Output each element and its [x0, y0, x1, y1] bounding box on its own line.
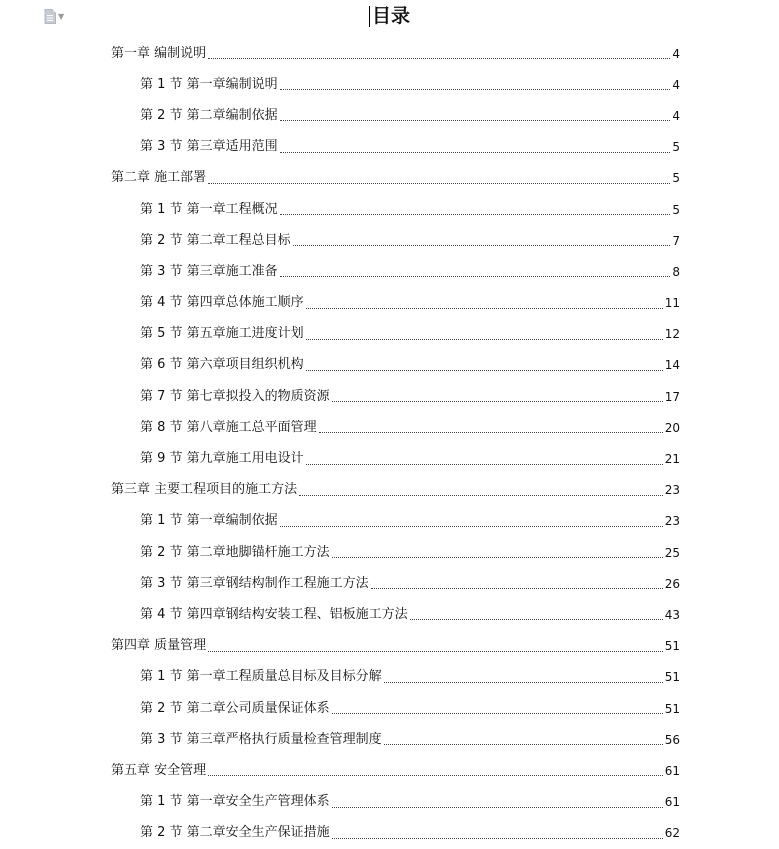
toc-entry-title: 第 1 节 第一章编制说明: [140, 76, 278, 92]
toc-dot-leader: [306, 308, 663, 309]
toc-section-entry[interactable]: [111, 724, 680, 755]
toc-section-entry[interactable]: [111, 443, 680, 474]
toc-chapter-entry[interactable]: [111, 163, 680, 194]
toc-page-number: 5: [672, 171, 680, 186]
toc-page-number: 12: [664, 327, 680, 342]
toc-dot-leader: [299, 495, 663, 496]
toc-page-number: 23: [664, 514, 680, 529]
toc-dot-leader: [332, 807, 663, 808]
toc-page-number: 56: [664, 732, 680, 747]
toc-entry-title: 第 2 节 第二章公司质量保证体系: [140, 700, 330, 716]
toc-section-entry[interactable]: [111, 693, 680, 724]
toc-section-entry[interactable]: [111, 100, 680, 131]
toc-section-entry[interactable]: [111, 225, 680, 256]
toc-page-number: 25: [664, 545, 680, 560]
toc-entry-title: 第 7 节 第七章拟投入的物质资源: [140, 388, 330, 404]
toc-dot-leader: [280, 89, 671, 90]
toc-page-number: 61: [664, 795, 680, 810]
toc-section-entry[interactable]: [111, 256, 680, 287]
toc-section-entry[interactable]: [111, 381, 680, 412]
toc-section-entry[interactable]: [111, 194, 680, 225]
toc-dot-leader: [293, 245, 671, 246]
toc-section-entry[interactable]: [111, 350, 680, 381]
text-cursor: [369, 6, 370, 27]
toc-entry-title: 第 5 节 第五章施工进度计划: [140, 326, 304, 342]
toc-section-entry[interactable]: [111, 319, 680, 350]
toc-dot-leader: [280, 276, 671, 277]
toc-page-number: 4: [672, 46, 680, 61]
page-title-text: 目录: [371, 5, 410, 27]
toc-entry-title: 第 1 节 第一章安全生产管理体系: [140, 794, 330, 810]
toc-entry-title: 第 2 节 第二章安全生产保证措施: [140, 825, 330, 841]
toc-dot-leader: [319, 432, 663, 433]
toc-dot-leader: [410, 619, 663, 620]
toc-section-entry[interactable]: [111, 537, 680, 568]
toc-entry-title: 第 6 节 第六章项目组织机构: [140, 357, 304, 373]
caret-down-icon: ▼: [58, 11, 65, 21]
table-of-contents: [111, 38, 680, 849]
toc-entry-title: 第四章 质量管理: [111, 638, 207, 654]
toc-page-number: 5: [672, 202, 680, 217]
toc-page-number: 62: [664, 826, 680, 841]
toc-page-number: 5: [672, 140, 680, 155]
toc-entry-title: 第 2 节 第二章地脚锚杆施工方法: [140, 544, 330, 560]
toc-entry-title: 第 9 节 第九章施工用电设计: [140, 451, 304, 467]
toc-dot-leader: [332, 838, 663, 839]
toc-dot-leader: [332, 557, 663, 558]
toc-section-entry[interactable]: [111, 132, 680, 163]
toc-page-number: 17: [664, 389, 680, 404]
toc-dot-leader: [306, 370, 663, 371]
toc-dot-leader: [208, 183, 670, 184]
toc-page-number: 11: [664, 296, 680, 311]
toc-dot-leader: [208, 775, 663, 776]
toc-chapter-entry[interactable]: [111, 475, 680, 506]
toc-entry-title: 第 1 节 第一章工程概况: [140, 201, 278, 217]
toc-section-entry[interactable]: [111, 818, 680, 849]
toc-page-number: 4: [672, 77, 680, 92]
toc-dot-leader: [280, 214, 671, 215]
toc-page-number: 43: [664, 607, 680, 622]
toc-page-number: 26: [664, 576, 680, 591]
toc-dot-leader: [280, 152, 671, 153]
toc-section-entry[interactable]: [111, 568, 680, 599]
toc-dot-leader: [371, 588, 663, 589]
toc-chapter-entry[interactable]: [111, 755, 680, 786]
toc-entry-title: 第 4 节 第四章总体施工顺序: [140, 295, 304, 311]
toc-dot-leader: [306, 339, 663, 340]
toc-dot-leader: [332, 713, 663, 714]
toc-entry-title: 第一章 编制说明: [111, 45, 207, 61]
toc-entry-title: 第二章 施工部署: [111, 170, 207, 186]
toc-dot-leader: [280, 526, 663, 527]
toc-page-number: 51: [664, 670, 680, 685]
toc-entry-title: 第五章 安全管理: [111, 762, 207, 778]
toc-page-number: 21: [664, 452, 680, 467]
toc-page-number: 51: [664, 701, 680, 716]
toc-dot-leader: [384, 744, 663, 745]
toc-entry-title: 第 3 节 第三章适用范围: [140, 139, 278, 155]
toc-entry-title: 第 3 节 第三章严格执行质量检查管理制度: [140, 731, 382, 747]
toc-entry-title: 第 8 节 第八章施工总平面管理: [140, 419, 317, 435]
toc-section-entry[interactable]: [111, 412, 680, 443]
toc-section-entry[interactable]: [111, 69, 680, 100]
toc-page-number: 14: [664, 358, 680, 373]
toc-chapter-entry[interactable]: [111, 38, 680, 69]
toc-section-entry[interactable]: [111, 288, 680, 319]
toc-section-entry[interactable]: [111, 599, 680, 630]
toc-page-number: 20: [664, 420, 680, 435]
toc-dot-leader: [208, 58, 670, 59]
toc-entry-title: 第 3 节 第三章钢结构制作工程施工方法: [140, 575, 369, 591]
toc-dot-leader: [384, 682, 663, 683]
toc-dot-leader: [332, 401, 663, 402]
toc-section-entry[interactable]: [111, 506, 680, 537]
toc-dot-leader: [280, 120, 671, 121]
toc-dot-leader: [306, 464, 663, 465]
toc-entry-title: 第三章 主要工程项目的施工方法: [111, 482, 298, 498]
toc-chapter-entry[interactable]: [111, 631, 680, 662]
toc-section-entry[interactable]: [111, 787, 680, 818]
toc-section-entry[interactable]: [111, 662, 680, 693]
toc-entry-title: 第 4 节 第四章钢结构安装工程、铝板施工方法: [140, 606, 408, 622]
toc-dot-leader: [208, 651, 663, 652]
toc-page-number: 4: [672, 108, 680, 123]
toc-page-number: 23: [664, 483, 680, 498]
title-area: [0, 3, 779, 29]
page-title[interactable]: [369, 3, 410, 29]
toc-entry-title: 第 2 节 第二章编制依据: [140, 107, 278, 123]
toc-entry-title: 第 3 节 第三章施工准备: [140, 263, 278, 279]
toc-page-number: 61: [664, 763, 680, 778]
toc-entry-title: 第 1 节 第一章工程质量总目标及目标分解: [140, 669, 382, 685]
toc-entry-title: 第 2 节 第二章工程总目标: [140, 232, 291, 248]
toc-page-number: 8: [672, 264, 680, 279]
toc-page-number: 51: [664, 639, 680, 654]
toc-page-number: 7: [672, 233, 680, 248]
toc-entry-title: 第 1 节 第一章编制依据: [140, 513, 278, 529]
